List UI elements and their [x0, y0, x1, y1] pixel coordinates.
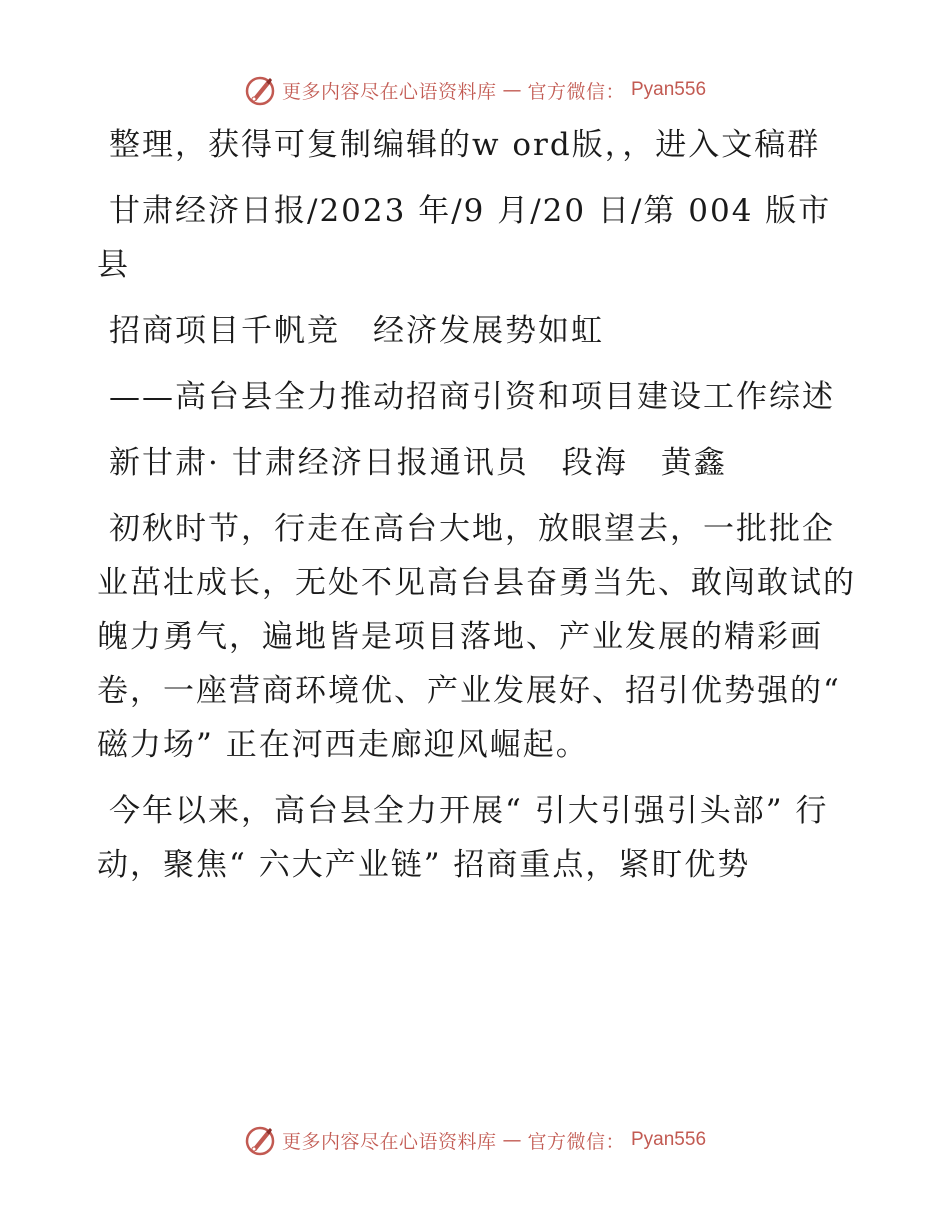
document-body [97, 118, 857, 904]
watermark-handle: Pyan556 [631, 79, 707, 100]
watermark-text: 更多内容尽在心语资料库 [281, 80, 497, 103]
watermark-footer [0, 1120, 950, 1160]
watermark-text: 更多内容尽在心语资料库 [281, 1130, 497, 1153]
watermark-separator: — [502, 79, 522, 101]
watermark-label: 官方微信： [527, 1130, 625, 1153]
body-paragraph-1: 初秋时节，行走在高台大地，放眼望去，一批批企业茁壮成长，无处不见高台县奋勇当先、敢闯敢试的魄力勇气，遍地皆是项目落地、产业发展的精彩画卷，一座营商环境优、产业发展好、招引优势强的“ 磁力场” 正在河西走廊迎风崛起。 [97, 511, 856, 763]
pen-logo-icon [244, 1124, 276, 1156]
watermark-label: 官方微信： [527, 80, 625, 103]
intro-note: 整理，获得可复制编辑的w ord版，，进入文稿群 [109, 127, 821, 163]
byline: 新甘肃· 甘肃经济日报通讯员 段海 黄鑫 [109, 445, 727, 481]
watermark-handle: Pyan556 [631, 1129, 707, 1150]
source-line: 甘肃经济日报/2023 年/9 月/20 日/第 004 版市县 [97, 193, 832, 283]
watermark-separator: — [502, 1129, 522, 1151]
pen-logo-icon [244, 74, 276, 106]
article-title: 招商项目千帆竞 经济发展势如虹 [109, 313, 604, 349]
body-paragraph-2: 今年以来，高台县全力开展“ 引大引强引头部” 行动，聚焦“ 六大产业链” 招商重点，紧盯优势 [97, 793, 829, 883]
article-subtitle: ——高台县全力推动招商引资和项目建设工作综述 [109, 379, 835, 415]
watermark-header [0, 70, 950, 110]
